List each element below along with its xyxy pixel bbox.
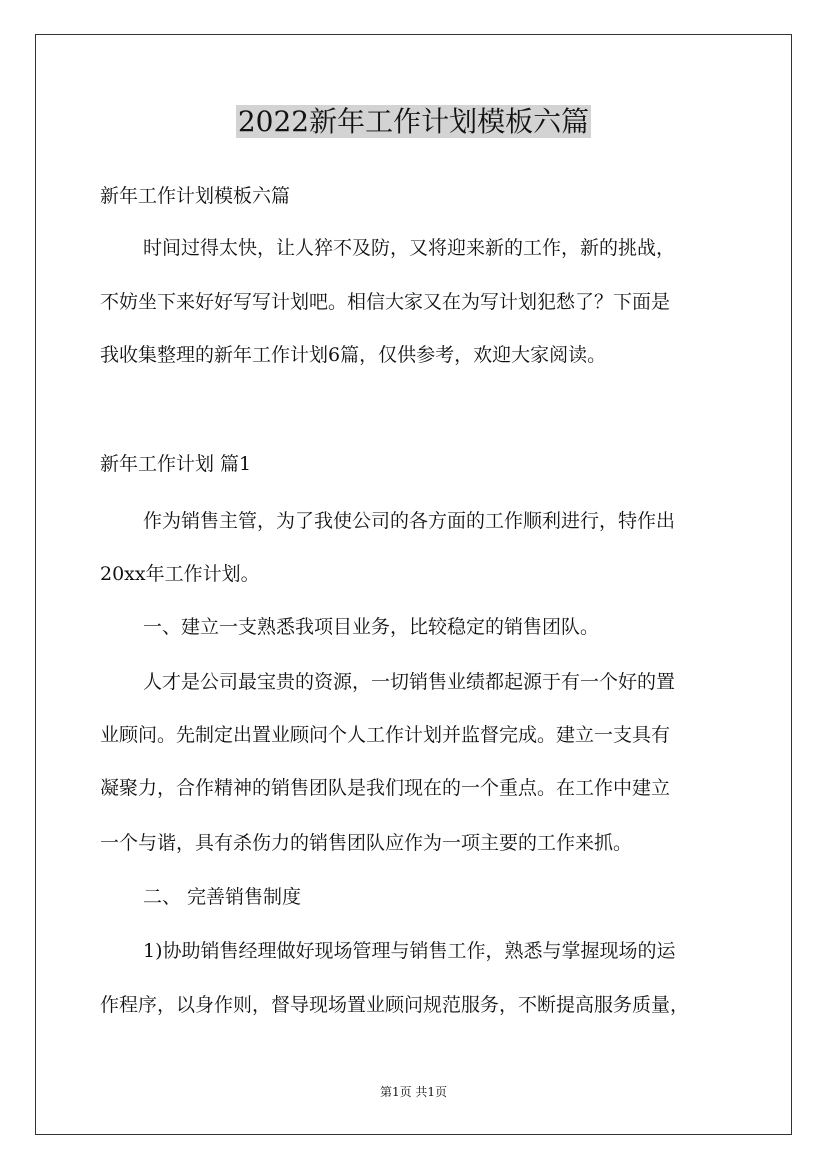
subsection-heading: 一、建立一支熟悉我项目业务，比较稳定的销售团队。 <box>143 616 600 638</box>
paragraph-line: 作为销售主管，为了我使公司的各方面的工作顺利进行，特作出 <box>143 510 676 532</box>
section-heading: 新年工作计划 篇1 <box>100 453 252 475</box>
paragraph-line: 时间过得太快，让人猝不及防，又将迎来新的工作，新的挑战， <box>143 237 676 259</box>
paragraph-line: 不妨坐下来好好写写计划吧。相信大家又在为写计划犯愁了？下面是 <box>100 291 671 313</box>
document-title-text: 2022新年工作计划模板六篇 <box>237 105 590 138</box>
paragraph-line: 我收集整理的新年工作计划6篇，仅供参考，欢迎大家阅读。 <box>100 344 607 366</box>
subsection-heading: 二、 完善销售制度 <box>143 886 302 908</box>
paragraph-line: 20xx年工作计划。 <box>100 563 260 585</box>
paragraph-line: 一个与谐，具有杀伤力的销售团队应作为一项主要的工作来抓。 <box>100 832 633 854</box>
paragraph-line: 业顾问。先制定出置业顾问个人工作计划并监督完成。建立一支具有 <box>100 724 671 746</box>
paragraph-line: 1)协助销售经理做好现场管理与销售工作，熟悉与掌握现场的运 <box>143 940 676 962</box>
page-footer: 第1页 共1页 <box>379 1085 448 1099</box>
document-title <box>0 100 827 144</box>
paragraph-line: 作程序，以身作则，督导现场置业顾问规范服务，不断提高服务质量， <box>100 994 690 1016</box>
paragraph-line: 人才是公司最宝贵的资源，一切销售业绩都起源于有一个好的置 <box>143 671 676 693</box>
doc-subtitle: 新年工作计划模板六篇 <box>100 185 291 207</box>
paragraph-line: 凝聚力，合作精神的销售团队是我们现在的一个重点。在工作中建立 <box>100 777 671 799</box>
